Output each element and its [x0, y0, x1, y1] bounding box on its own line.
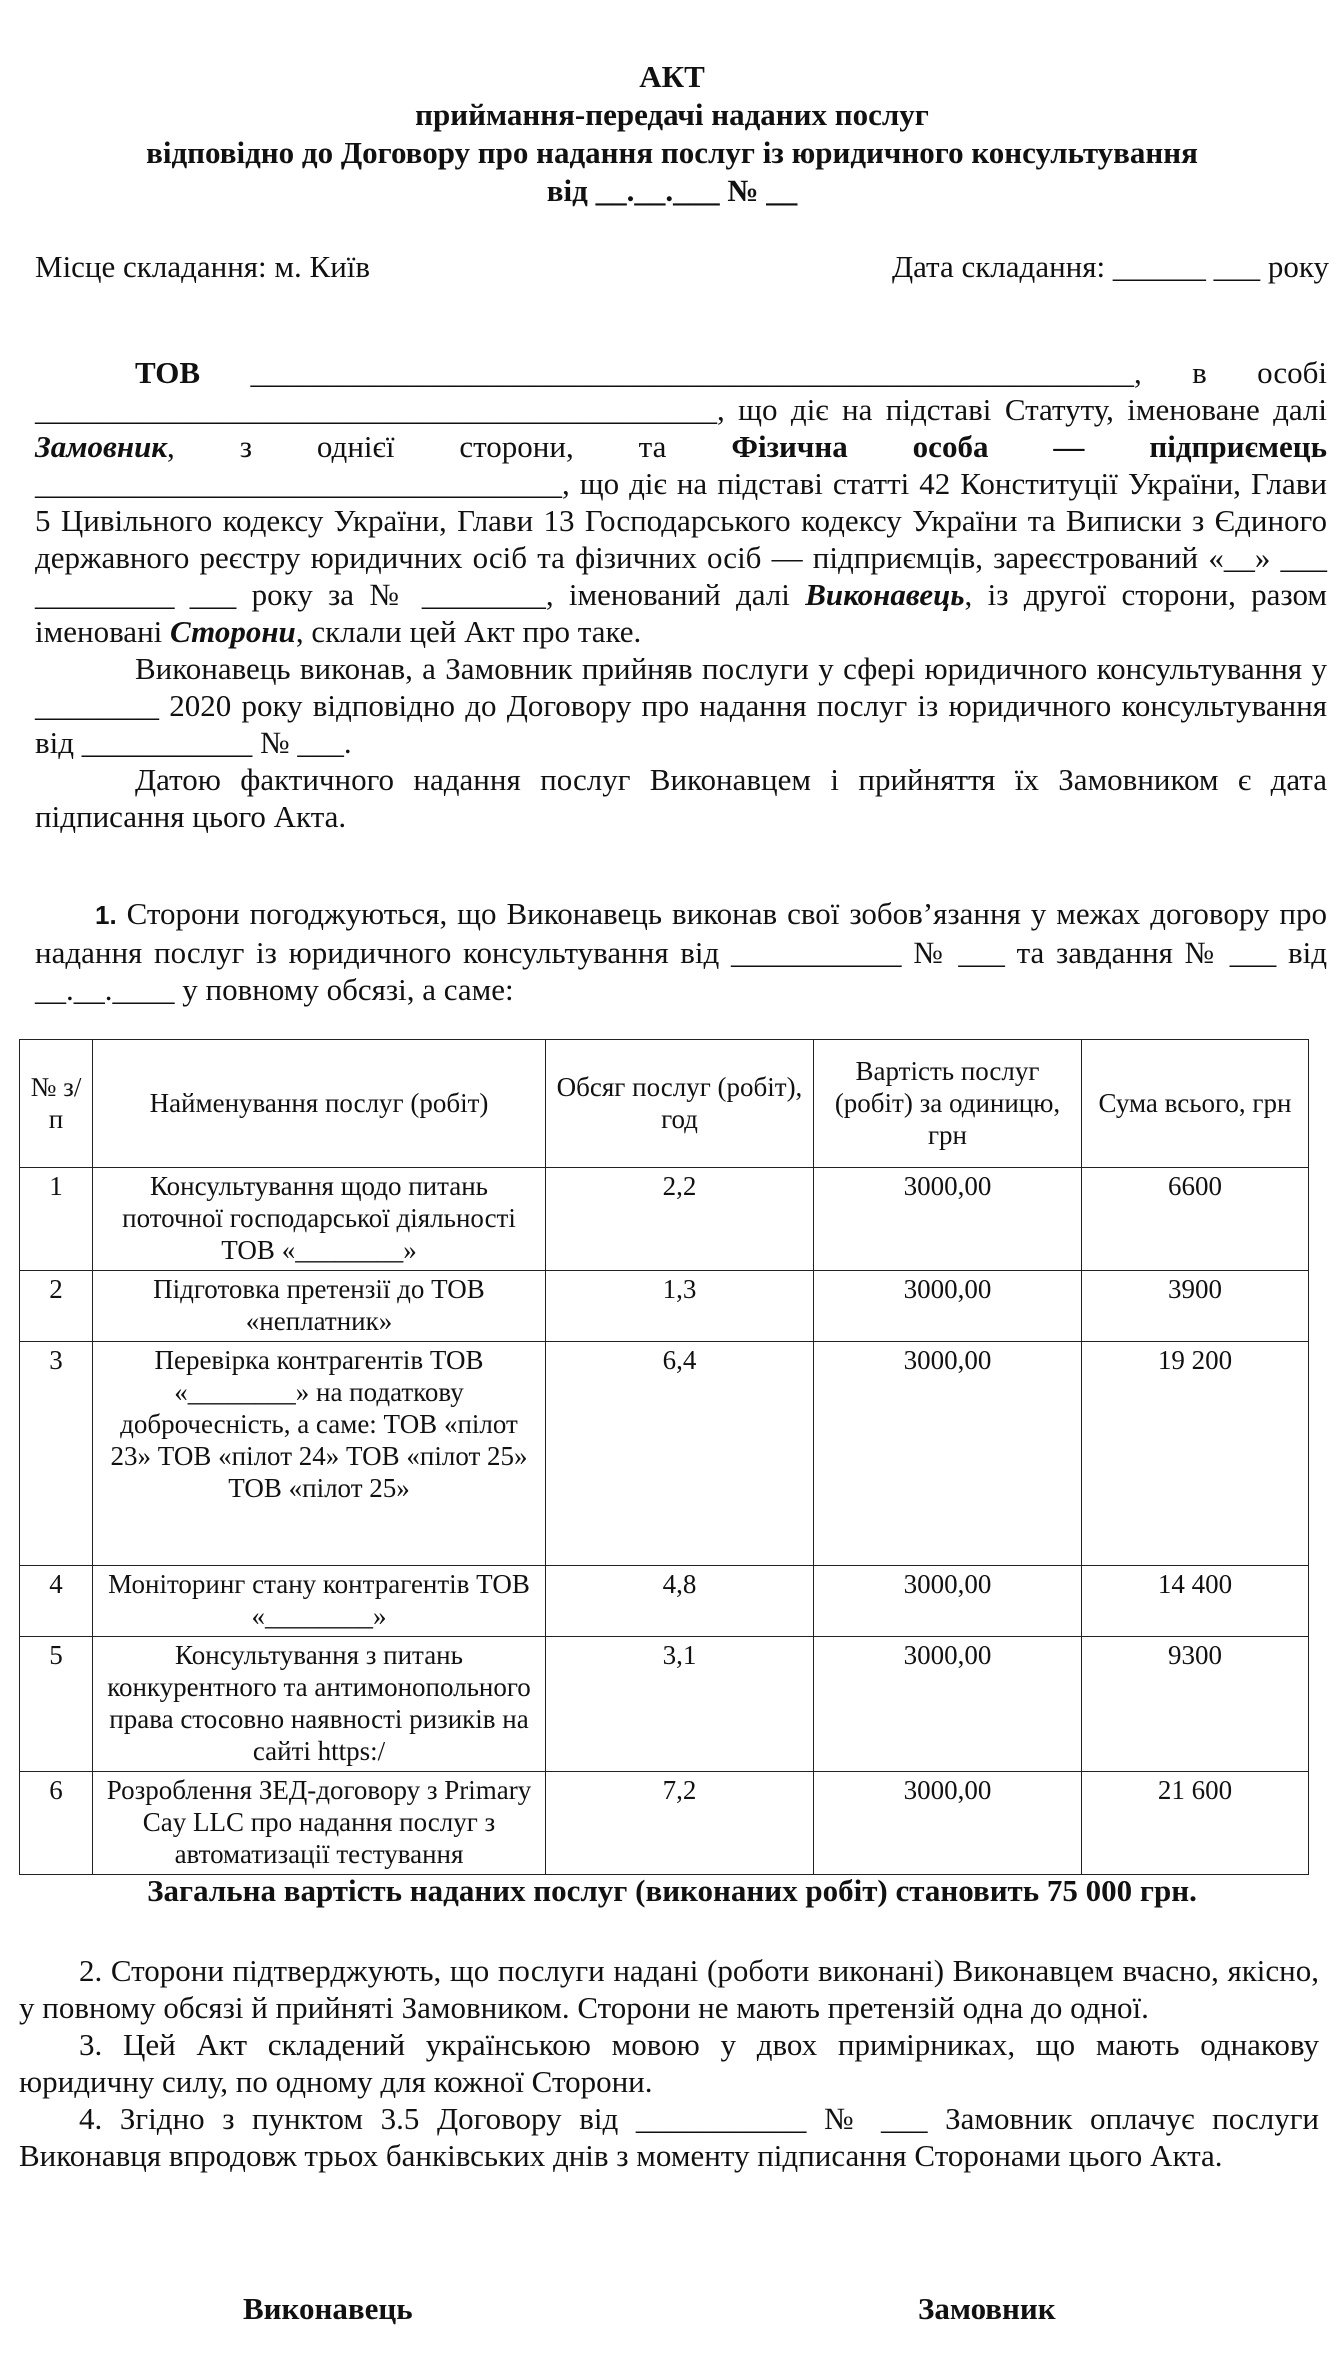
cell-name: Перевірка контрагентів ТОВ «________» на податкову доброчесність, а саме: ТОВ «пілот 23» ТОВ «пілот 24» ТОВ «пілот 25» ТОВ «пілот 25» — [93, 1342, 546, 1566]
cell-name: Моніторинг стану контрагентів ТОВ «________» — [93, 1566, 546, 1637]
doc-subtitle: приймання-передачі наданих послуг — [415, 97, 929, 132]
services-table — [19, 1039, 1309, 1875]
intro-block — [35, 354, 1327, 835]
closing-clauses — [19, 1952, 1319, 2174]
cell-sum: 3900 — [1082, 1271, 1309, 1342]
signature-customer: Замовник — [918, 2291, 1056, 2326]
cell-name: Консультування з питань конкурентного та антимонопольного права стосовно наявності ризиків на сайті https:/ — [93, 1637, 546, 1772]
cell-sum: 21 600 — [1082, 1772, 1309, 1875]
cell-rate: 3000,00 — [814, 1637, 1082, 1772]
table-row — [20, 1271, 1309, 1342]
cell-number: 3 — [20, 1342, 93, 1566]
cell-rate: 3000,00 — [814, 1342, 1082, 1566]
services-done-paragraph: Виконавець виконав, а Замовник прийняв послуги у сфері юридичного консультування у ________ 2020 року відповідно до Договору про надання послуг із юридичного консультування від ___________ № ___. — [35, 651, 1327, 760]
cell-number: 6 — [20, 1772, 93, 1875]
cell-hours: 2,2 — [546, 1168, 814, 1271]
table-header-row — [20, 1040, 1309, 1168]
col-header-rate: Вартість послуг (робіт) за одиницю, грн — [814, 1040, 1082, 1168]
cell-rate: 3000,00 — [814, 1271, 1082, 1342]
cell-rate: 3000,00 — [814, 1772, 1082, 1875]
cell-hours: 4,8 — [546, 1566, 814, 1637]
signature-executor: Виконавець — [243, 2291, 413, 2326]
executor-term: Виконавець — [805, 577, 965, 612]
doc-title: АКТ — [639, 59, 705, 94]
table-row — [20, 1168, 1309, 1271]
clause-1 — [35, 895, 1327, 1008]
doc-date-number: від __.__.___ № __ — [546, 173, 798, 208]
clause-3: 3. Цей Акт складений українською мовою у двох примірниках, що мають однакову юридичну силу, по одному для кожної Сторони. — [19, 2027, 1319, 2099]
cell-number: 2 — [20, 1271, 93, 1342]
col-header-hours: Обсяг послуг (робіт), год — [546, 1040, 814, 1168]
date-of-drafting: Дата складання: ______ ___ року — [891, 249, 1329, 284]
intro-paragraph — [35, 354, 1327, 650]
intro-text-4: , із другої сторони, разом іменовані — [35, 577, 1327, 649]
cell-sum: 14 400 — [1082, 1566, 1309, 1637]
table-row — [20, 1342, 1309, 1566]
clause-2: 2. Сторони підтверджують, що послуги надані (роботи виконані) Виконавцем вчасно, якісно, у повному обсязі й прийняті Замовником. Сторони не мають претензій одна до одної. — [19, 1953, 1319, 2025]
doc-contract-ref: відповідно до Договору про надання послуг із юридичного консультування — [146, 135, 1198, 170]
table-row — [20, 1637, 1309, 1772]
col-header-name: Найменування послуг (робіт) — [93, 1040, 546, 1168]
clause-4: 4. Згідно з пунктом 3.5 Договору від ___________ № ___ Замовник оплачує послуги Виконавця впродовж трьох банківських днів з моменту підписання Сторонами цього Акта. — [19, 2101, 1319, 2173]
cell-rate: 3000,00 — [814, 1566, 1082, 1637]
actual-date-paragraph: Датою фактичного надання послуг Виконавцем і прийняття їх Замовником є дата підписання цього Акта. — [35, 762, 1327, 834]
intro-text-3: __________________________________, що діє на підставі статті 42 Конституції України, Глави 5 Цивільного кодексу України, Глави 13 Господарського кодексу України та Виписки з Єдиного державного реєстру юридичних осіб та фізичних осіб — підприємців, зареєстрований «__» ___ _________ ___ року за № ________, іменований далі — [35, 466, 1327, 612]
cell-hours: 6,4 — [546, 1342, 814, 1566]
cell-number: 4 — [20, 1566, 93, 1637]
clause-1-text: Сторони погоджуються, що Виконавець виконав свої зобов’язання у межах договору про надання послуг із юридичного консультування від ___________ № ___ та завдання № ___ від __.__.____ у повному обсязі, а саме: — [35, 896, 1327, 1007]
cell-name: Розроблення ЗЕД-договору з Primary Cay LLC про надання послуг з автоматизації тестування — [93, 1772, 546, 1875]
intro-text-5: , склали цей Акт про таке. — [295, 614, 642, 649]
cell-sum: 9300 — [1082, 1637, 1309, 1772]
cell-hours: 7,2 — [546, 1772, 814, 1875]
total-cost: Загальна вартість наданих послуг (виконаних робіт) становить 75 000 грн. — [147, 1873, 1197, 1908]
table-row — [20, 1772, 1309, 1875]
clause-1-number: 1. — [95, 900, 117, 930]
cell-hours: 3,1 — [546, 1637, 814, 1772]
customer-term: Замовник — [35, 429, 168, 464]
col-header-sum: Сума всього, грн — [1082, 1040, 1309, 1168]
tov-label: ТОВ — [135, 355, 201, 390]
cell-sum: 19 200 — [1082, 1342, 1309, 1566]
intro-text-2: , з однієї сторони, та — [167, 429, 732, 464]
place-of-drafting: Місце складання: м. Київ — [35, 249, 371, 284]
col-header-number: № з/п — [20, 1040, 93, 1168]
cell-number: 1 — [20, 1168, 93, 1271]
cell-rate: 3000,00 — [814, 1168, 1082, 1271]
cell-name: Підготовка претензії до ТОВ «неплатник» — [93, 1271, 546, 1342]
intro-text-1: _________________________________________________________, в особі ____________________________________________, що діє на підставі Статуту, іменоване далі — [35, 355, 1327, 427]
cell-number: 5 — [20, 1637, 93, 1772]
cell-sum: 6600 — [1082, 1168, 1309, 1271]
fop-term: Фізична особа — підприємець — [731, 429, 1327, 464]
parties-term: Сторони — [170, 614, 296, 649]
table-row — [20, 1566, 1309, 1637]
cell-name: Консультування щодо питань поточної господарської діяльності ТОВ «________» — [93, 1168, 546, 1271]
cell-hours: 1,3 — [546, 1271, 814, 1342]
clause-1-paragraph — [35, 895, 1327, 1008]
